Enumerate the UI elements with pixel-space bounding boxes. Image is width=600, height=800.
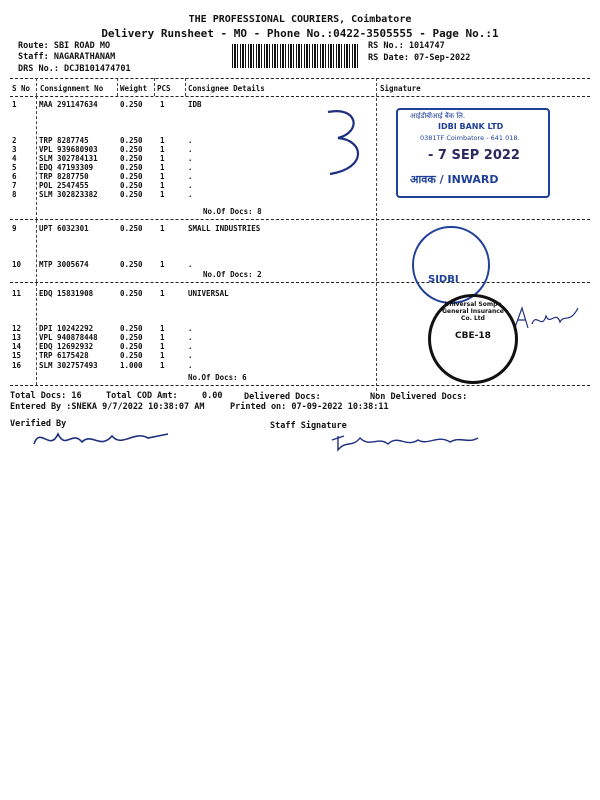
row-sno: 1 [12, 100, 17, 109]
total-cod-label: Total COD Amt: [106, 391, 178, 401]
row-pcs: 1 [160, 289, 165, 298]
row-consignee: . [188, 154, 193, 163]
row-consignment: TRP 6175428 [39, 351, 89, 360]
col-weight: Weight [120, 84, 148, 93]
row-sno: 6 [12, 172, 17, 181]
total-cod-value: 0.00 [202, 391, 223, 401]
barcode [232, 44, 360, 68]
row-weight: 0.250 [120, 181, 143, 190]
docs-count: No.Of Docs: 6 [188, 373, 247, 382]
idbi-branch: 0381TF Coimbatore - 641 018. [420, 134, 520, 142]
sompo-code: CBE-18 [455, 331, 491, 341]
row-weight: 0.250 [120, 172, 143, 181]
row-consignment: POL 2547455 [39, 181, 89, 190]
col-signature: Signature [380, 84, 421, 93]
row-consignee: IDB [188, 100, 202, 109]
row-consignee: . [188, 136, 193, 145]
route: Route: SBI ROAD MO [18, 41, 111, 51]
row-weight: 0.250 [120, 190, 143, 199]
idbi-stamp [396, 108, 550, 198]
col-consignee: Consignee Details [188, 84, 265, 93]
row-pcs: 1 [160, 361, 165, 370]
row-consignee: . [188, 333, 193, 342]
company-title: THE PROFESSIONAL COURIERS, Coimbatore [188, 14, 412, 25]
row-weight: 0.250 [120, 224, 143, 233]
verifier-signature [30, 420, 170, 460]
row-consignee: . [188, 145, 193, 154]
col-pcs: PCS [157, 84, 171, 93]
printed-on: Printed on: 07-09-2022 10:38:11 [230, 402, 389, 412]
row-consignee: SMALL INDUSTRIES [188, 224, 261, 233]
row-sno: 14 [12, 342, 22, 351]
non-delivered-docs: Non Delivered Docs: [370, 392, 468, 402]
row-pcs: 1 [160, 342, 165, 351]
row-weight: 0.250 [120, 324, 143, 333]
row-consignee: . [188, 172, 193, 181]
staff: Staff: NAGARATHANAM [18, 52, 116, 62]
total-docs: Total Docs: 16 [10, 391, 82, 401]
row-pcs: 1 [160, 100, 165, 109]
row-pcs: 1 [160, 260, 165, 269]
delivered-docs: Delivered Docs: [244, 392, 321, 402]
row-weight: 0.250 [120, 136, 143, 145]
drs-number: DRS No.: DCJB101474701 [18, 64, 131, 74]
row-sno: 9 [12, 224, 17, 233]
col-consignment: Consignment No [40, 84, 104, 93]
row-pcs: 1 [160, 163, 165, 172]
idbi-date: - 7 SEP 2022 [428, 148, 520, 163]
rs-date: RS Date: 07-Sep-2022 [368, 53, 471, 63]
row-pcs: 1 [160, 172, 165, 181]
runsheet-title: Delivery Runsheet - MO - Phone No.:0422-3505555 - Page No.:1 [101, 27, 499, 40]
staff-signature [330, 426, 480, 456]
row-consignment: DPI 10242292 [39, 324, 94, 333]
row-weight: 1.000 [120, 361, 143, 370]
row-sno: 8 [12, 190, 17, 199]
row-consignment: SLM 302784131 [39, 154, 98, 163]
row-consignee: . [188, 351, 193, 360]
row-consignee: . [188, 324, 193, 333]
row-sno: 2 [12, 136, 17, 145]
row-consignee: . [188, 361, 193, 370]
row-sno: 3 [12, 145, 17, 154]
row-pcs: 1 [160, 181, 165, 190]
row-weight: 0.250 [120, 154, 143, 163]
row-sno: 4 [12, 154, 17, 163]
sompo-stamp [428, 294, 518, 384]
row-consignee: . [188, 342, 193, 351]
entered-by: Entered By :SNEKA 9/7/2022 10:38:07 AM [10, 402, 205, 412]
row-consignment: SLM 302823382 [39, 190, 98, 199]
handwritten-name [512, 300, 582, 340]
row-weight: 0.250 [120, 342, 143, 351]
row-weight: 0.250 [120, 145, 143, 154]
row-sno: 5 [12, 163, 17, 172]
row-sno: 13 [12, 333, 22, 342]
row-weight: 0.250 [120, 333, 143, 342]
row-pcs: 1 [160, 190, 165, 199]
row-pcs: 1 [160, 351, 165, 360]
idbi-name: IDBI BANK LTD [438, 122, 504, 131]
rs-number: RS No.: 1014747 [368, 41, 445, 51]
row-consignee: . [188, 190, 193, 199]
docs-count: No.Of Docs: 2 [203, 270, 262, 279]
row-consignee: UNIVERSAL [188, 289, 229, 298]
row-weight: 0.250 [120, 351, 143, 360]
signature-scribble [300, 104, 380, 184]
row-consignment: UPT 6032301 [39, 224, 89, 233]
row-sno: 15 [12, 351, 22, 360]
row-weight: 0.250 [120, 260, 143, 269]
row-weight: 0.250 [120, 163, 143, 172]
row-weight: 0.250 [120, 289, 143, 298]
row-consignment: VPL 939680903 [39, 145, 98, 154]
row-pcs: 1 [160, 145, 165, 154]
row-consignment: SLM 302757493 [39, 361, 98, 370]
row-pcs: 1 [160, 136, 165, 145]
docs-count: No.Of Docs: 8 [203, 207, 262, 216]
row-consignment: TRP 8287750 [39, 172, 89, 181]
row-consignment: EDQ 15831908 [39, 289, 94, 298]
row-consignment: TRP 8287745 [39, 136, 89, 145]
row-pcs: 1 [160, 333, 165, 342]
row-sno: 12 [12, 324, 22, 333]
row-consignment: EDQ 12692932 [39, 342, 94, 351]
row-sno: 7 [12, 181, 17, 190]
row-consignment: EDQ 47193309 [39, 163, 94, 172]
sidbi-label: SIDBI [428, 274, 459, 285]
row-consignment: MAA 291147634 [39, 100, 98, 109]
sidbi-stamp [412, 226, 490, 304]
idbi-inward: आवक / INWARD [410, 173, 499, 186]
row-sno: 10 [12, 260, 22, 269]
row-pcs: 1 [160, 224, 165, 233]
row-weight: 0.250 [120, 100, 143, 109]
row-consignee: . [188, 260, 193, 269]
row-consignment: VPL 940878448 [39, 333, 98, 342]
row-consignee: . [188, 181, 193, 190]
row-pcs: 1 [160, 324, 165, 333]
row-consignee: . [188, 163, 193, 172]
row-consignment: MTP 3005674 [39, 260, 89, 269]
idbi-hindi-name: आईडीबीआई बैंक लि. [410, 112, 466, 120]
staff-signature-label: Staff Signature [270, 421, 347, 431]
verified-by: Verified By [10, 419, 67, 429]
row-sno: 16 [12, 361, 22, 370]
col-sno: S No [12, 84, 31, 93]
row-pcs: 1 [160, 154, 165, 163]
sompo-name: Universal Sompo General Insurance Co. Ltd [442, 301, 504, 322]
row-sno: 11 [12, 289, 22, 298]
